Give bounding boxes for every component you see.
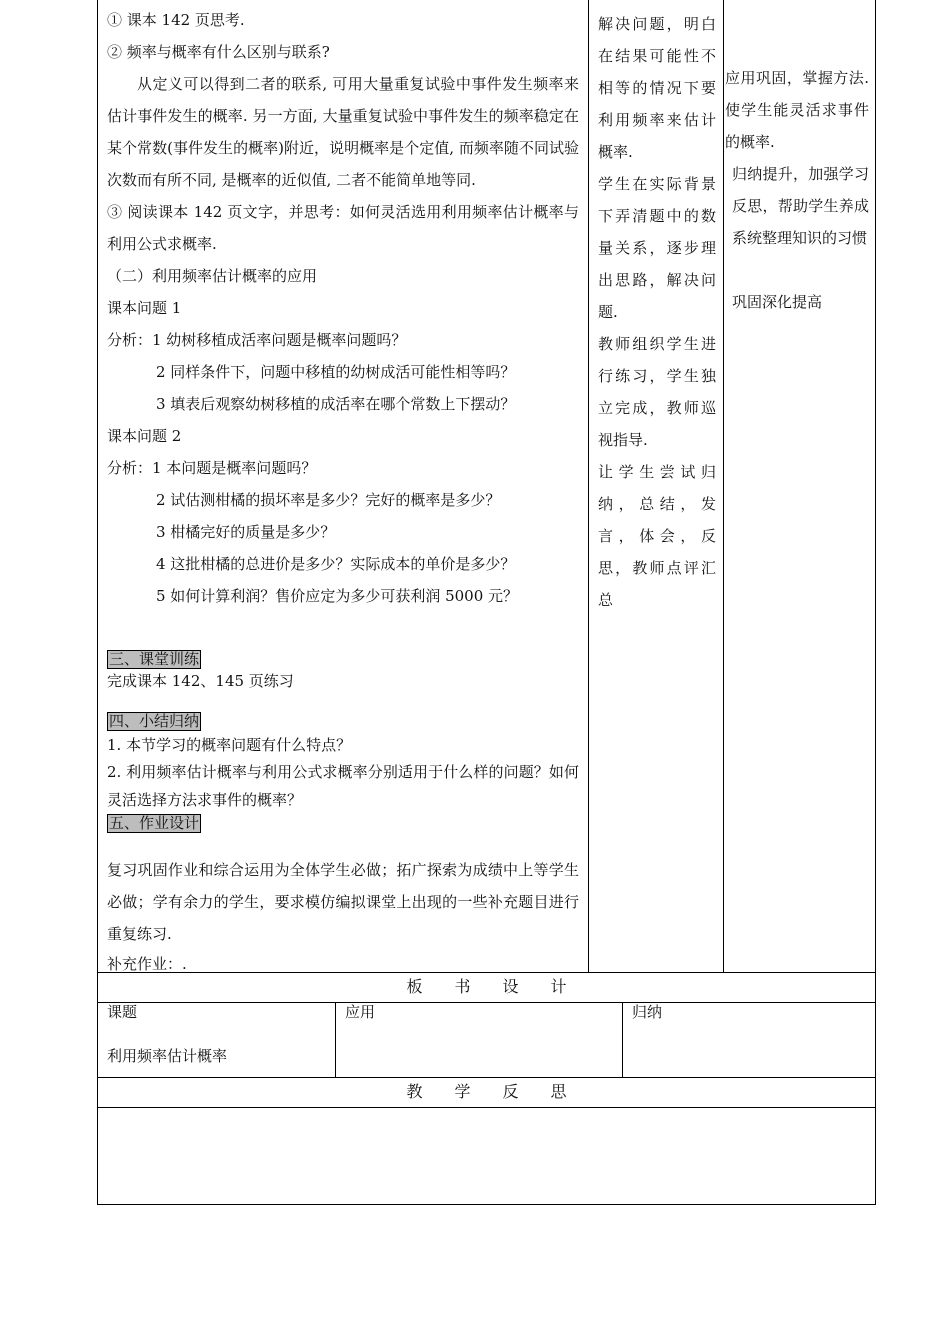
content-line: 课本问题 2 [107, 427, 182, 445]
content-paragraph: 从定义可以得到二者的联系, 可用大量重复试验中事件发生频率来估计事件发生的概率. 另一方面, 大量重复试验中事件发生的频率稳定在某个常数(事件发生的概率)附近，说明概率是个定值, 而频率随不同试验次数而有所不同, 是概率的近似值, 二者不能简单地等同. [107, 75, 579, 189]
middle-note: 解决问题，明白在结果可能性不相等的情况下要利用频率来估计概率. [598, 15, 716, 161]
board-title: 板 书 设 计 [406, 977, 567, 996]
board-col3-head: 归纳 [632, 1003, 663, 1021]
content-line: 分析：1 幼树移植成活率问题是概率问题吗？ [107, 331, 407, 349]
section-3 [107, 648, 579, 692]
content-line: （二）利用频率估计概率的应用 [107, 267, 318, 285]
section-3-title: 三、课堂训练 [109, 650, 200, 668]
right-column [725, 62, 869, 318]
content-line: 3 柑橘完好的质量是多少？ [156, 523, 336, 541]
section-4-q1: 1. 本节学习的概率问题有什么特点？ [107, 736, 352, 754]
border-right [875, 0, 876, 1205]
section-5-text: 复习巩固作业和综合运用为全体学生必做；拓广探索为成绩中上等学生必做；学有余力的学生，要求模仿编拟课堂上出现的一些补充题目进行重复练习. [107, 861, 579, 943]
board-sep-1 [335, 1002, 336, 1077]
border-bottom [97, 1204, 876, 1205]
content-line: 分析：1 本问题是概率问题吗？ [107, 459, 317, 477]
middle-column [598, 8, 716, 616]
col-sep-1 [588, 0, 589, 972]
section-3-text: 完成课本 142、145 页练习 [107, 672, 294, 690]
content-line: 5 如何计算利润？售价应定为多少可获利润 5000 元？ [156, 587, 519, 605]
border-left [97, 0, 98, 1205]
board-col1-head: 课题 [107, 1003, 138, 1021]
hline-board-head [97, 1002, 876, 1003]
board-col2-head: 应用 [345, 1003, 376, 1021]
content-line: 2 同样条件下，问题中移植的幼树成活可能性相等吗？ [156, 363, 516, 381]
content-line: 课本问题 1 [107, 299, 182, 317]
section-4-title: 四、小结归纳 [109, 712, 200, 730]
content-line: ③ 阅读课本 142 页文字，并思考：如何灵活选用利用频率估计概率与利用公式求概率. [107, 203, 579, 253]
right-note: 应用巩固，掌握方法. 使学生能灵活求事件的概率. [725, 69, 869, 151]
board-col1-body: 利用频率估计概率 [107, 1047, 228, 1065]
section-5-title: 五、作业设计 [109, 814, 200, 832]
middle-note: 教师组织学生进行练习，学生独立完成，教师巡视指导. [598, 335, 716, 449]
content-line: 3 填表后观察幼树移植的成活率在哪个常数上下摆动？ [156, 395, 516, 413]
right-note: 巩固深化提高 [732, 293, 823, 311]
section-5-extra: 补充作业：. [107, 955, 187, 973]
content-line: ① 课本 142 页思考. [107, 11, 245, 29]
right-note: 归纳提升，加强学习反思，帮助学生养成系统整理知识的习惯 [732, 165, 869, 247]
middle-note: 让学生尝试归纳，总结，发言，体会，反思，教师点评汇总 [598, 463, 716, 609]
hline-reflection-head [97, 1107, 876, 1108]
main-content [107, 4, 579, 612]
content-line: 4 这批柑橘的总进价是多少？实际成本的单价是多少？ [156, 555, 516, 573]
col-sep-2 [723, 0, 724, 972]
section-4-q2: 2. 利用频率估计概率与利用公式求概率分别适用于什么样的问题？如何灵活选择方法求事件的概率？ [107, 763, 579, 809]
section-5 [107, 812, 579, 978]
section-4 [107, 710, 579, 814]
content-line: ② 频率与概率有什么区别与联系? [107, 43, 330, 61]
content-line: 2 试估测柑橘的损坏率是多少？完好的概率是多少？ [156, 491, 501, 509]
middle-note: 学生在实际背景下弄清题中的数量关系，逐步理出思路，解决问题. [598, 175, 716, 321]
reflection-title: 教 学 反 思 [406, 1082, 567, 1101]
board-sep-2 [622, 1002, 623, 1077]
